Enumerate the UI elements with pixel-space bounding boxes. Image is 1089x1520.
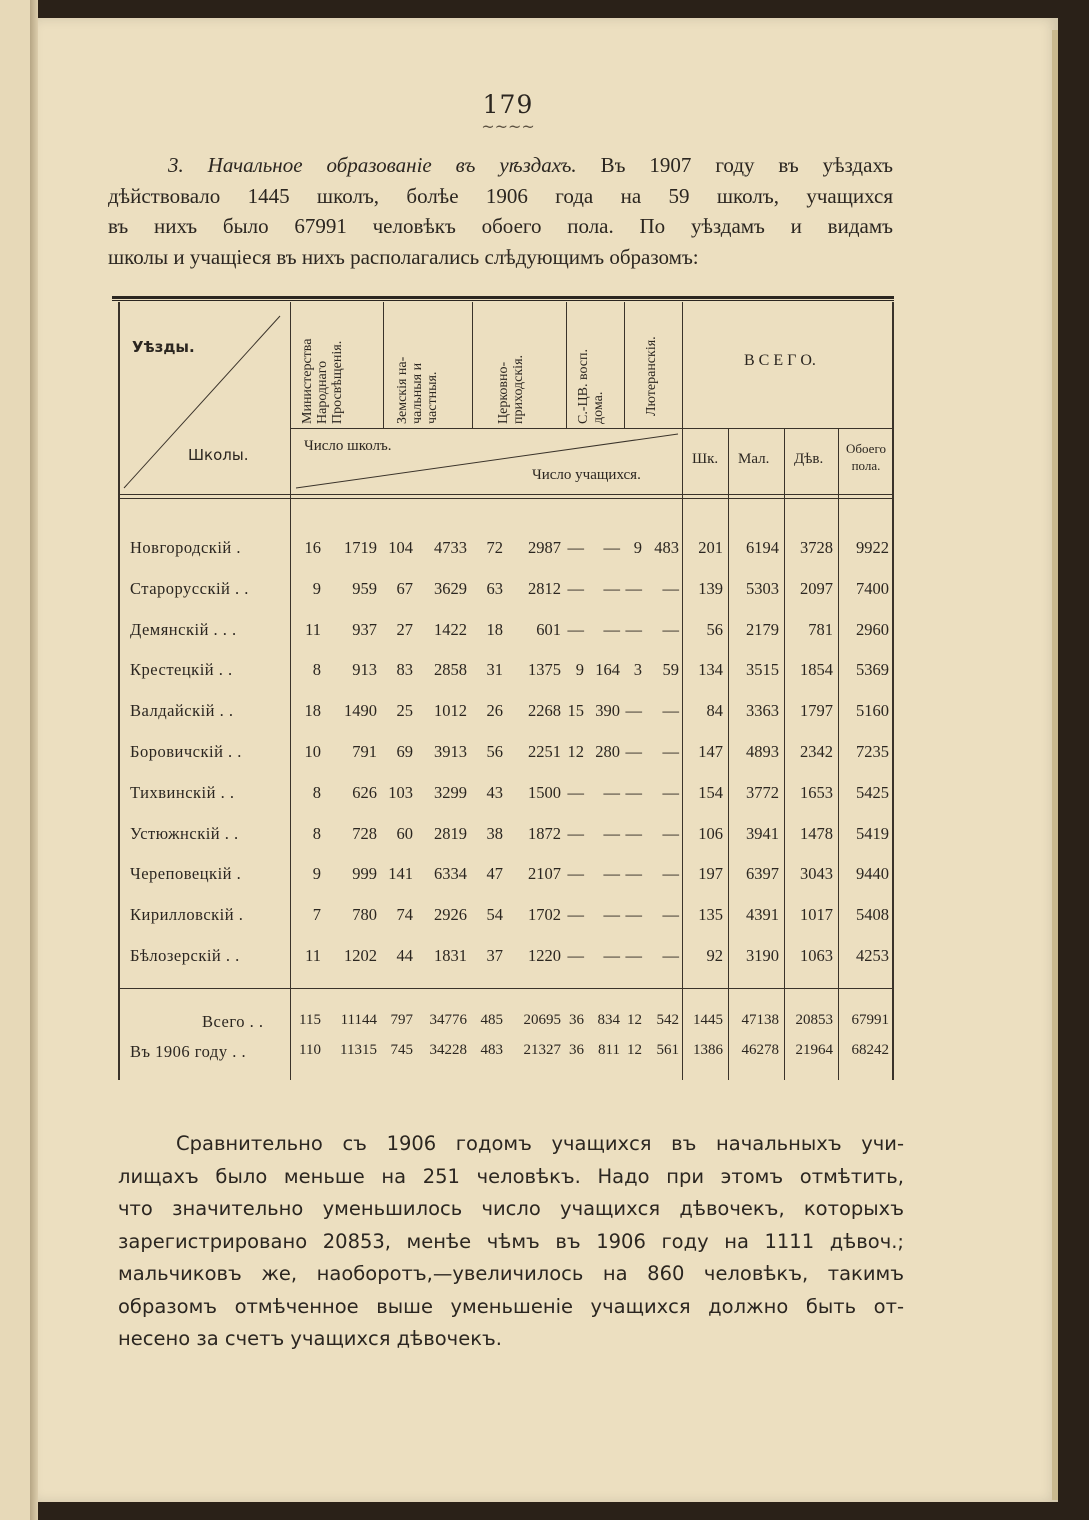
conclusion-line: мальчиковъ же, наоборотъ,—увеличилось на 860 человѣкъ, такимъ [118, 1262, 904, 1285]
table-cell: — [662, 619, 679, 639]
totals-row [118, 1042, 898, 1072]
table-cell: — [625, 619, 642, 639]
table-cell: — [625, 823, 642, 843]
header-bottom-rule-2 [120, 498, 892, 499]
table-cell: 11 [305, 619, 321, 639]
table-cell: 797 [390, 1012, 413, 1028]
district-name: Тихвинскій . . [130, 782, 235, 802]
table-cell: — [625, 742, 642, 761]
table-cell: 483 [654, 538, 679, 557]
table-row [118, 660, 898, 690]
table-cell: 36 [569, 1042, 584, 1058]
table-cell: 483 [480, 1042, 503, 1058]
table-cell: 1445 [693, 1012, 723, 1028]
table-cell: 201 [698, 538, 723, 557]
table-cell: 3913 [434, 742, 467, 761]
table-cell: — [603, 905, 620, 925]
table-cell: 56 [486, 742, 503, 761]
table-cell: 601 [536, 619, 561, 639]
page-number-ornament: ~~~~ [481, 117, 535, 136]
table-cell: 34228 [429, 1042, 467, 1058]
table-cell: — [625, 905, 642, 925]
district-name: Въ 1906 году . . [130, 1042, 247, 1061]
table-cell: — [662, 946, 679, 965]
table-cell: 20853 [795, 1012, 833, 1028]
table-cell: — [603, 578, 620, 598]
table-cell: 1653 [800, 782, 833, 802]
col-header-orphanage: С.-ЦВ. восп. дома. [576, 348, 606, 424]
table-cell: 2097 [800, 578, 833, 598]
table-cell: 3629 [434, 578, 467, 598]
col-divider [624, 302, 625, 428]
subheader-rule [290, 428, 682, 429]
intro-line-2: дѣйствовало 1445 школъ, болѣе 1906 года на 59 школъ, учащихся [108, 183, 893, 208]
table-row [118, 864, 898, 894]
col-header-lutheran: Лютеранскія. [644, 336, 659, 416]
conclusion-paragraph [118, 1128, 904, 1356]
table-cell: — [625, 864, 642, 884]
table-cell: — [603, 864, 620, 884]
table-cell: 2960 [856, 619, 889, 639]
table-cell: 1490 [344, 701, 377, 721]
table-cell: 7400 [856, 578, 889, 598]
table-cell: 937 [352, 619, 377, 639]
table-cell: 3190 [746, 946, 779, 965]
book-gutter [30, 0, 38, 1520]
table-cell: 959 [352, 578, 377, 598]
table-cell: 197 [698, 864, 723, 884]
table-cell: 6194 [746, 538, 779, 557]
table-cell: 104 [388, 538, 413, 557]
table-cell: 56 [706, 619, 723, 639]
table-cell: 68242 [851, 1042, 889, 1058]
table-cell: 542 [656, 1012, 679, 1028]
total-subheader-boys: Мал. [738, 451, 770, 467]
conclusion-line: лищахъ было меньше на 251 человѣкъ. Надо при этомъ отмѣтить, [118, 1164, 904, 1188]
table-cell: 12 [567, 742, 584, 761]
table-cell: 59 [662, 660, 679, 680]
table-cell: 15 [567, 701, 584, 721]
table-cell: — [567, 782, 584, 802]
table-cell: 2107 [528, 864, 561, 884]
table-cell: 626 [352, 782, 377, 802]
table-cell: 2251 [528, 742, 561, 761]
table-cell: — [625, 946, 642, 965]
table-cell: 164 [595, 660, 620, 680]
table-cell: 72 [486, 538, 503, 557]
table-cell: — [567, 823, 584, 843]
table-cell: — [662, 701, 679, 721]
table-cell: — [603, 538, 620, 557]
table-cell: 2342 [800, 742, 833, 761]
total-subheader-both: Обоего пола. [846, 441, 886, 473]
district-name: Старорусскій . . [130, 578, 249, 598]
conclusion-line: несено за счетъ учащихся дѣвочекъ. [118, 1327, 502, 1350]
table-cell: 5425 [856, 782, 889, 802]
col-header-ministry: Министерства Народнаго Просвѣщенія. [300, 338, 345, 424]
table-cell: 11 [305, 946, 321, 965]
table-cell: — [625, 782, 642, 802]
table-cell: 3043 [800, 864, 833, 884]
section-heading: 3. Начальное образованіе въ уѣздахъ. [168, 153, 577, 177]
table-cell: — [662, 742, 679, 761]
table-cell: 37 [486, 946, 503, 965]
table-cell: — [603, 619, 620, 639]
table-cell: — [662, 864, 679, 884]
table-cell: 43 [486, 782, 503, 802]
table-cell: 60 [396, 823, 413, 843]
table-cell: 54 [486, 905, 503, 925]
table-cell: 9 [312, 864, 321, 884]
table-row [118, 579, 898, 609]
table-cell: 781 [808, 619, 833, 639]
table-cell: 1797 [800, 701, 833, 721]
table-cell: 3515 [746, 660, 779, 680]
district-name: Бѣлозерскій . . [130, 946, 240, 965]
table-cell: 134 [698, 660, 723, 680]
table-cell: — [603, 782, 620, 802]
table-cell: 390 [595, 701, 620, 721]
table-row [118, 905, 898, 935]
table-cell: 913 [352, 660, 377, 680]
table-cell: 4391 [746, 905, 779, 925]
table-cell: 1831 [434, 946, 467, 965]
district-name: Боровичскій . . [130, 742, 242, 761]
table-cell: 9922 [856, 538, 889, 557]
table-cell: 8 [312, 660, 321, 680]
page-edge [1052, 30, 1058, 1500]
table-cell: 38 [486, 823, 503, 843]
table-cell: 18 [486, 619, 503, 639]
table-cell: 5408 [856, 905, 889, 925]
conclusion-line: Сравнительно съ 1906 годомъ учащихся въ начальныхъ учи- [176, 1132, 904, 1155]
table-cell: 5369 [856, 660, 889, 680]
table-cell: 8 [312, 823, 321, 843]
district-name: Всего . . [202, 1012, 264, 1031]
total-subheader-rule [682, 428, 892, 429]
table-cell: 44 [396, 946, 413, 965]
table-cell: 46278 [741, 1042, 779, 1058]
table-cell: 9 [312, 578, 321, 598]
table-cell: 67 [396, 578, 413, 598]
table-cell: — [567, 905, 584, 925]
table-cell: 27 [396, 619, 413, 639]
table-cell: 139 [698, 578, 723, 598]
col-divider [472, 302, 473, 428]
table-cell: 3363 [746, 701, 779, 721]
table-cell: 999 [352, 864, 377, 884]
table-cell: 47138 [741, 1012, 779, 1028]
table-cell: 7235 [856, 742, 889, 761]
table-cell: 1872 [528, 823, 561, 843]
conclusion-line: зарегистрировано 20853, менѣе чѣмъ въ 1906 году на 1111 дѣвоч.; [118, 1229, 904, 1253]
table-cell: 5160 [856, 701, 889, 721]
table-cell: 135 [698, 905, 723, 925]
table-cell: — [603, 823, 620, 843]
table-cell: — [662, 823, 679, 843]
table-cell: — [662, 782, 679, 802]
totals-row [118, 1012, 898, 1042]
table-cell: 11315 [340, 1042, 377, 1058]
table-cell: 12 [627, 1042, 642, 1058]
table-row [118, 946, 898, 976]
table-cell: 3941 [746, 823, 779, 843]
table-cell: 1202 [344, 946, 377, 965]
table-cell: 21327 [523, 1042, 561, 1058]
subheader-schools: Число школъ. [304, 438, 392, 454]
table-cell: — [603, 946, 620, 965]
table-cell: 21964 [795, 1042, 833, 1058]
total-header: В С Е Г О. [744, 352, 816, 369]
table-row [118, 701, 898, 731]
table-cell: 47 [486, 864, 503, 884]
table-cell: 280 [595, 742, 620, 761]
subheader-pupils: Число учащихся. [532, 467, 641, 483]
table-cell: — [567, 578, 584, 598]
district-name: Новгородскій . [130, 538, 241, 557]
district-name: Валдайскій . . [130, 701, 234, 721]
table-cell: 141 [388, 864, 413, 884]
table-cell: — [567, 538, 584, 557]
table-cell: — [567, 619, 584, 639]
table-cell: 3299 [434, 782, 467, 802]
table-cell: 745 [390, 1042, 413, 1058]
table-cell: 1719 [344, 538, 377, 557]
table-cell: 3728 [800, 538, 833, 557]
col-divider [383, 302, 384, 428]
table-cell: 6397 [746, 864, 779, 884]
table-cell: 25 [396, 701, 413, 721]
table-row [118, 742, 898, 772]
table-cell: — [662, 578, 679, 598]
col-header-parish: Церковно- приходскія. [496, 354, 526, 424]
intro-line-3: въ нихъ было 67991 человѣкъ обоего пола. По уѣздамъ и видамъ [108, 214, 893, 238]
table-top-rule [112, 296, 894, 301]
table-cell: 2268 [528, 701, 561, 721]
table-cell: — [567, 864, 584, 884]
table-cell: 69 [396, 742, 413, 761]
table-cell: 20695 [523, 1012, 561, 1028]
table-cell: 2858 [434, 660, 467, 680]
table-cell: 5303 [746, 578, 779, 598]
table-cell: 83 [396, 660, 413, 680]
table-cell: — [567, 946, 584, 965]
table-cell: 1375 [528, 660, 561, 680]
table-cell: 154 [698, 782, 723, 802]
table-row [118, 620, 898, 650]
table-cell: 2987 [528, 538, 561, 557]
table-cell: — [625, 578, 642, 598]
district-name: Демянскій . . . [130, 619, 237, 639]
table-cell: 4733 [434, 538, 467, 557]
table-cell: 1422 [434, 619, 467, 639]
col-divider [566, 302, 567, 428]
conclusion-line: образомъ отмѣченное выше уменьшеніе учащихся должно быть от- [118, 1294, 904, 1318]
header-bottom-rule [120, 494, 892, 495]
table-cell: 3 [633, 660, 642, 680]
table-cell: 92 [706, 946, 723, 965]
table-cell: 34776 [429, 1012, 467, 1028]
table-cell: 36 [569, 1012, 584, 1028]
table-cell: 4893 [746, 742, 779, 761]
table-cell: 780 [352, 905, 377, 925]
table-cell: 12 [627, 1012, 642, 1028]
table-cell: 1854 [800, 660, 833, 680]
table-cell: 10 [304, 742, 321, 761]
table-row [118, 783, 898, 813]
table-cell: 8 [312, 782, 321, 802]
district-name: Череповецкій . [130, 864, 242, 884]
total-subheader-schools: Шк. [692, 451, 719, 467]
col-header-zemstvo: Земскія на- чальныя и частныя. [395, 356, 440, 424]
table-cell: 5419 [856, 823, 889, 843]
table-row [118, 824, 898, 854]
district-name: Крестецкій . . [130, 660, 233, 680]
table-cell: 791 [352, 742, 377, 761]
table-cell: 18 [304, 701, 321, 721]
table-cell: 147 [698, 742, 723, 761]
table-cell: 31 [486, 660, 503, 680]
table-cell: 1500 [528, 782, 561, 802]
table-cell: 2179 [746, 619, 779, 639]
table-cell: 6334 [434, 864, 467, 884]
intro-paragraph [108, 150, 893, 272]
intro-line-1: Въ 1907 году въ уѣздахъ [600, 153, 893, 177]
table-cell: 84 [706, 701, 723, 721]
table-cell: 1702 [528, 905, 561, 925]
conclusion-line: что значительно уменьшилось число учащихся дѣвочекъ, которыхъ [118, 1197, 904, 1220]
table-cell: 74 [396, 905, 413, 925]
table-cell: 115 [299, 1012, 321, 1028]
table-cell: 106 [698, 823, 723, 843]
table-cell: 16 [304, 538, 321, 557]
corner-top-label: Уѣзды. [132, 338, 195, 356]
table-row [118, 538, 898, 568]
table-cell: 1012 [434, 701, 467, 721]
total-subheader-girls: Дѣв. [794, 451, 824, 467]
table-cell: — [625, 701, 642, 721]
table-cell: 26 [486, 701, 503, 721]
table-cell: 9 [575, 660, 584, 680]
table-cell: 1220 [528, 946, 561, 965]
table-cell: 67991 [851, 1012, 889, 1028]
table-cell: 9440 [856, 864, 889, 884]
district-name: Устюжнскій . . [130, 823, 239, 843]
table-cell: 1478 [800, 823, 833, 843]
table-cell: 485 [480, 1012, 503, 1028]
table-cell: 103 [388, 782, 413, 802]
table-cell: 561 [656, 1042, 679, 1058]
table-cell: 728 [352, 823, 377, 843]
table-cell: 2819 [434, 823, 467, 843]
table-cell: 7 [312, 905, 321, 925]
page-number: 179 [482, 90, 534, 119]
table-cell: 811 [598, 1042, 620, 1058]
table-cell: 834 [597, 1012, 620, 1028]
corner-bottom-label: Школы. [188, 446, 249, 464]
table-cell: 2926 [434, 905, 467, 925]
intro-line-4: школы и учащіеся въ нихъ располагались слѣдующимъ образомъ: [108, 244, 699, 269]
totals-rule [120, 988, 892, 989]
table-cell: 11144 [340, 1012, 377, 1028]
table-cell: 1386 [693, 1042, 723, 1058]
table-cell: 1063 [800, 946, 833, 965]
table-cell: 110 [299, 1042, 321, 1058]
table-cell: 4253 [856, 946, 889, 965]
table-cell: 9 [633, 538, 642, 557]
table-cell: 2812 [528, 578, 561, 598]
table-cell: 1017 [800, 905, 833, 925]
district-name: Кирилловскій . [130, 905, 244, 925]
table-cell: — [662, 905, 679, 925]
table-cell: 3772 [746, 782, 779, 802]
table-cell: 63 [486, 578, 503, 598]
